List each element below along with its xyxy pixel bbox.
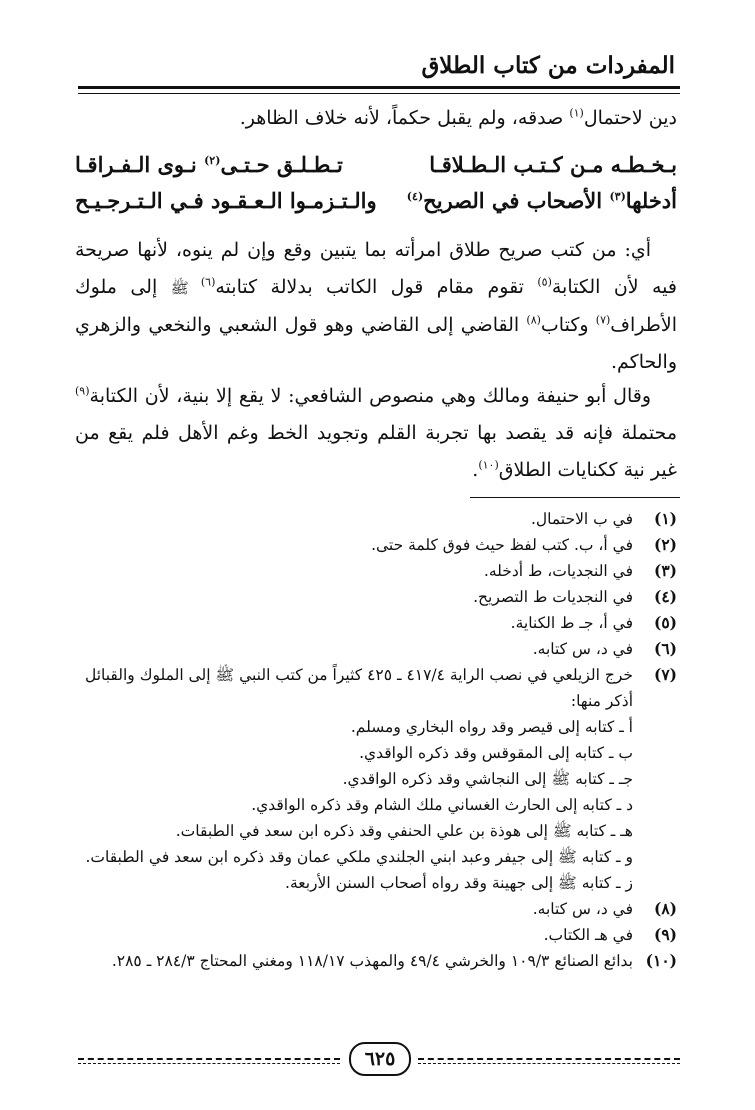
- footnote-ref-8[interactable]: (٨): [526, 313, 541, 327]
- running-header: المفردات من كتاب الطلاق: [421, 52, 675, 79]
- sallallah-symbol: ﷺ: [170, 279, 201, 297]
- footnote-7-item-g: ز ـ كتابه ﷺ إلى جهينة وقد رواه أصحاب السنن الأربعة.: [285, 874, 633, 892]
- verse-2-hemistich-1: أدخلها$^{(٣)}$ الأصحاب في الصريح$^{(٤)}$: [406, 188, 677, 213]
- verse-1-hemistich-2: تـطـلـق حـتـى$^{(٢)}$ نـوى الـفـراقـا: [75, 152, 343, 177]
- footnote-2: (٢) في أ، ب. كتب لفظ حيث فوق كلمة حتى.: [371, 535, 677, 554]
- paragraph-1: دين لاحتمال$^{(١)}$ صدقه، ولم يقبل حكماً، لأنه خلاف الظاهر.: [239, 106, 677, 129]
- footnote-1: (١) في ب الاحتمال.: [530, 509, 677, 528]
- header-rule-thick: [78, 86, 680, 89]
- footnote-6: (٦) في د، س كتابه.: [532, 639, 677, 658]
- footnote-7-item-e: هـ ـ كتابه ﷺ إلى هوذة بن علي الحنفي وقد ذكره ابن سعد في الطبقات.: [175, 822, 633, 840]
- header-rule-thin: [78, 93, 680, 94]
- footer-dash-right: [418, 1058, 680, 1060]
- verse-line-1: [75, 152, 677, 190]
- footnote-ref-5[interactable]: (٥): [537, 275, 552, 289]
- footnote-7: (٧) خرج الزيلعي في نصب الراية ٤١٧/٤ ـ ٤٢٥ كثيراً من كتب النبي ﷺ إلى الملوك والقبائل أذكر منها: أ ـ كتابه إلى قيصر وقد رواه البخاري ومسلم. ب ـ كتابه إلى المقوقس وقد ذكره الواقدي. جـ ـ كتابه ﷺ إلى النجاشي وقد ذكره الواقدي. د ـ كتابه إلى الحارث الغساني ملك الشام وقد ذكره الواقدي. هـ ـ كتابه ﷺ إلى هوذة بن علي الحنفي وقد ذكره ابن سعد في الطبقات. و ـ كتابه ﷺ إلى جيفر وعبد ابني الجلندي ملكي عمان وقد ذكره ابن سعد في الطبقات. ز ـ كتابه ﷺ إلى جهينة وقد رواه أصحاب السنن الأربعة.: [75, 662, 677, 896]
- footnote-ref-6[interactable]: (٦): [200, 275, 216, 289]
- footnote-7-item-c: جـ ـ كتابه ﷺ إلى النجاشي وقد ذكره الواقدي.: [342, 770, 633, 788]
- footnote-ref-10[interactable]: (١٠): [478, 458, 499, 472]
- footnote-7-item-a: أ ـ كتابه إلى قيصر وقد رواه البخاري ومسلم.: [350, 718, 633, 736]
- verse-2-hemistich-2: والـتـزمـوا الـعـقـود فـي الـتـرجـيـح: [75, 188, 377, 213]
- footnote-ref-4[interactable]: (٤): [406, 190, 424, 203]
- page-number: ٦٢٥: [349, 1042, 411, 1076]
- footer-dash-left-thin: [78, 1063, 340, 1064]
- verse-1-hemistich-1: بـخـطـه مـن كـتـب الـطـلاقـا: [429, 152, 677, 177]
- footer-dash-right-thin: [418, 1063, 680, 1064]
- footnote-ref-1[interactable]: (١): [569, 106, 584, 120]
- footnote-ref-7[interactable]: (٧): [595, 313, 611, 327]
- footnote-9: (٩) في هـ الكتاب.: [543, 925, 677, 944]
- footer-dash-left: [78, 1058, 340, 1060]
- verse-line-2: [75, 188, 677, 226]
- footnote-10: (١٠) بدائع الصنائع ١٠٩/٣ والخرشي ٤٩/٤ والمهذب ١١٨/١٧ ومغني المحتاج ٢٨٤/٣ ـ ٢٨٥.: [111, 951, 677, 970]
- paragraph-3: وقال أبو حنيفة ومالك وهي منصوص الشافعي: لا يقع إلا بنية، لأن الكتابة$^{(٩)}$ محتملة فإنه قد يقصد بها تجربة القلم وتجويد الخط وغم الأهل فلم يقع من غير نية ككنايات الطلاق$^{(١٠)}$.: [75, 384, 677, 481]
- footnote-separator: [470, 497, 680, 498]
- footnote-7-item-d: د ـ كتابه إلى الحارث الغساني ملك الشام وقد ذكره الواقدي.: [251, 796, 633, 814]
- page-footer: [78, 1042, 680, 1076]
- footnote-7-item-b: ب ـ كتابه إلى المقوقس وقد ذكره الواقدي.: [359, 744, 633, 762]
- footnote-ref-3[interactable]: (٣): [609, 190, 626, 203]
- paragraph-2: أي: من كتب صريح طلاق امرأته بما يتبين وقع وإن لم ينوه، لأنها صريحة فيه لأن الكتابة$^{(٥)}$ تقوم مقام قول الكاتب بدلالة كتابته$^{(٦)}$ ﷺ إلى ملوك الأطراف$^{(٧)}$ وكتاب$^{(٨)}$ القاضي إلى القاضي وهو قول الشعبي والنخعي والزهري والحاكم.: [75, 239, 677, 373]
- footnote-5: (٥) في أ، جـ ط الكناية.: [510, 613, 677, 632]
- footnote-ref-2[interactable]: (٢): [204, 154, 221, 167]
- footnote-8: (٨) في د، س كتابه.: [532, 899, 677, 918]
- footnote-3: (٣) في النجديات، ط أدخله.: [483, 561, 677, 580]
- footnote-4: (٤) في النجديات ط التصريح.: [473, 587, 677, 606]
- footnote-ref-9[interactable]: (٩): [75, 384, 90, 398]
- footnote-7-item-f: و ـ كتابه ﷺ إلى جيفر وعبد ابني الجلندي ملكي عمان وقد ذكره ابن سعد في الطبقات.: [85, 848, 633, 866]
- footnotes: [75, 506, 677, 974]
